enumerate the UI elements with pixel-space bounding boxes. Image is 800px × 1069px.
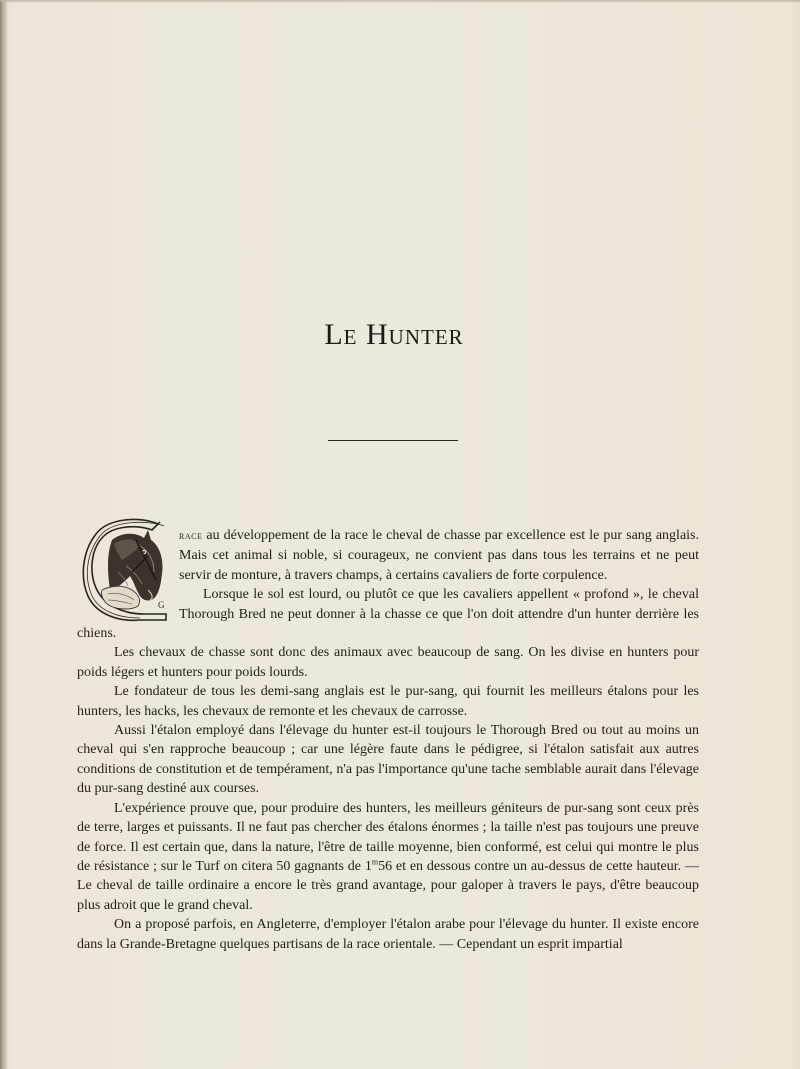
- paragraph-5: [77, 799, 699, 915]
- paragraph-1-text: au développement de la race le cheval de chasse par excellence est le pur sang anglais. Mais cet animal si noble, si courageux, ne convient pas dans tous les terrains et ne peut servir de monture, à travers champs, à certains cavaliers de forte corpulence.: [179, 528, 699, 583]
- page-binding-edge: [0, 0, 7, 1069]
- title-divider: [328, 440, 458, 441]
- paragraph-3: Le fondateur de tous les demi-sang anglais est le pur-sang, qui fournit les meilleurs étalons pour les hunters, les hacks, les chevaux de remonte et les chevaux de carrosse.: [77, 684, 699, 719]
- page-top-edge: [0, 0, 800, 3]
- paragraph-2: Les chevaux de chasse sont donc des animaux avec beaucoup de sang. On les divise en hunters pour poids légers et hunters pour poids lourds.: [77, 645, 699, 680]
- body-text: [77, 526, 699, 954]
- lead-word: race: [179, 530, 203, 542]
- drop-cap-space: [77, 526, 179, 624]
- paragraph-4: Aussi l'étalon employé dans l'élevage du hunter est-il toujours le Thorough Bred ou tout au moins un cheval qui s'en rapproche beaucoup ; car une légère faute dans le pédigree, si l'étalon satisfait aux autres conditions de constitution et de tempérament, n'a pas l'importance qu'une tache semblable aurait dans l'élevage du pur-sang destiné aux courses.: [77, 723, 699, 797]
- paragraph-5-text-a: L'expérience prouve que, pour produire des hunters, les meilleurs géniteurs de pur-sang sont ceux près de terre, larges et puissants. Il ne faut pas chercher des étalons énormes ; la taille n'est pas toujours une preuve de force. Il est certain que, dans la nature, l'être de taille moyenne, bien conformé, est celui qui montre le plus de résistance ; sur le Turf on citera 50 gagnants de 1: [77, 800, 699, 874]
- paragraph-5-text-b: 56 et en dessous contre un au-dessus de cette hauteur. — Le cheval de taille ordinaire a encore le très grand avantage, pour galoper à travers le pays, d'être beaucoup plus adroit que le grand cheval.: [77, 858, 699, 913]
- page-title: Le Hunter: [324, 318, 464, 351]
- paragraph-1-continued: Lorsque le sol est lourd, ou plutôt ce que les cavaliers appellent « profond », le cheval Thorough Bred ne peut donner à la chasse ce que l'on doit attendre d'un hunter derrière les chiens.: [77, 587, 699, 642]
- svg-text:G: G: [158, 600, 165, 610]
- unit-superscript: m: [371, 857, 379, 867]
- paragraph-6: On a proposé parfois, en Angleterre, d'employer l'étalon arabe pour l'élevage du hunter. Il existe encore dans la Grande-Bretagne quelques partisans de la race orientale. — Cependant un esprit impartial: [77, 917, 699, 952]
